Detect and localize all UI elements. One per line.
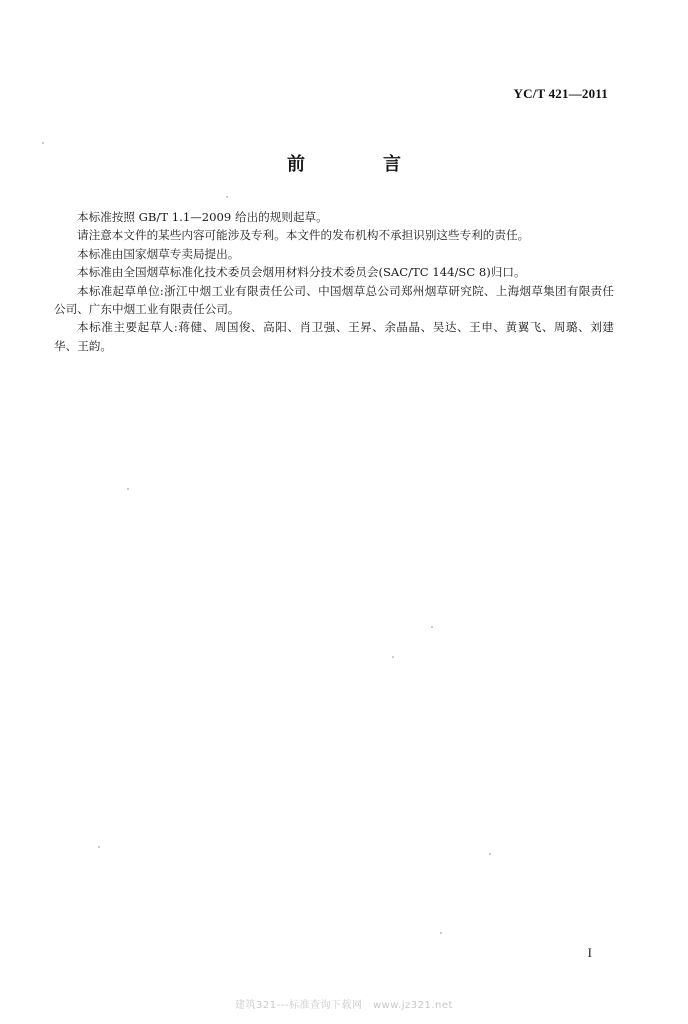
standard-code: YC/T 421—2011 — [513, 86, 608, 101]
paragraph-drafting-units: 本标准起草单位:浙江中烟工业有限责任公司、中国烟草总公司郑州烟草研究院、上海烟草集团有限责任公司、广东中烟工业有限责任公司。 — [54, 283, 614, 317]
scan-speck — [431, 626, 433, 628]
paragraph-drafters: 本标准主要起草人:蒋健、周国俊、高阳、肖卫强、王昇、余晶晶、吴达、王申、黄翼飞、周璐、刘建华、王韵。 — [54, 320, 614, 353]
scan-speck — [42, 142, 44, 144]
paragraph-patent-notice: 请注意本文件的某些内容可能涉及专利。本文件的发布机构不承担识别这些专利的责任。 — [77, 228, 530, 243]
page-number: I — [587, 945, 592, 960]
scan-speck — [127, 488, 129, 490]
paragraph-proposer: 本标准由国家烟草专卖局提出。 — [77, 246, 240, 261]
paragraph-committee: 本标准由全国烟草标准化技术委员会烟用材料分技术委员会(SAC/TC 144/SC 8)归口。 — [77, 265, 526, 280]
scan-speck — [226, 196, 228, 198]
scan-speck — [98, 846, 100, 848]
page-title: 前 言 — [287, 154, 431, 175]
scan-speck — [440, 932, 442, 934]
paragraph-drafting-rules: 本标准按照 GB/T 1.1—2009 给出的规则起草。 — [77, 210, 328, 224]
watermark: 建筑321---标准查询下载网 www.jz321.net — [235, 1000, 453, 1011]
scan-speck — [392, 656, 394, 658]
foreword-body — [54, 208, 614, 355]
scan-speck — [489, 853, 491, 855]
